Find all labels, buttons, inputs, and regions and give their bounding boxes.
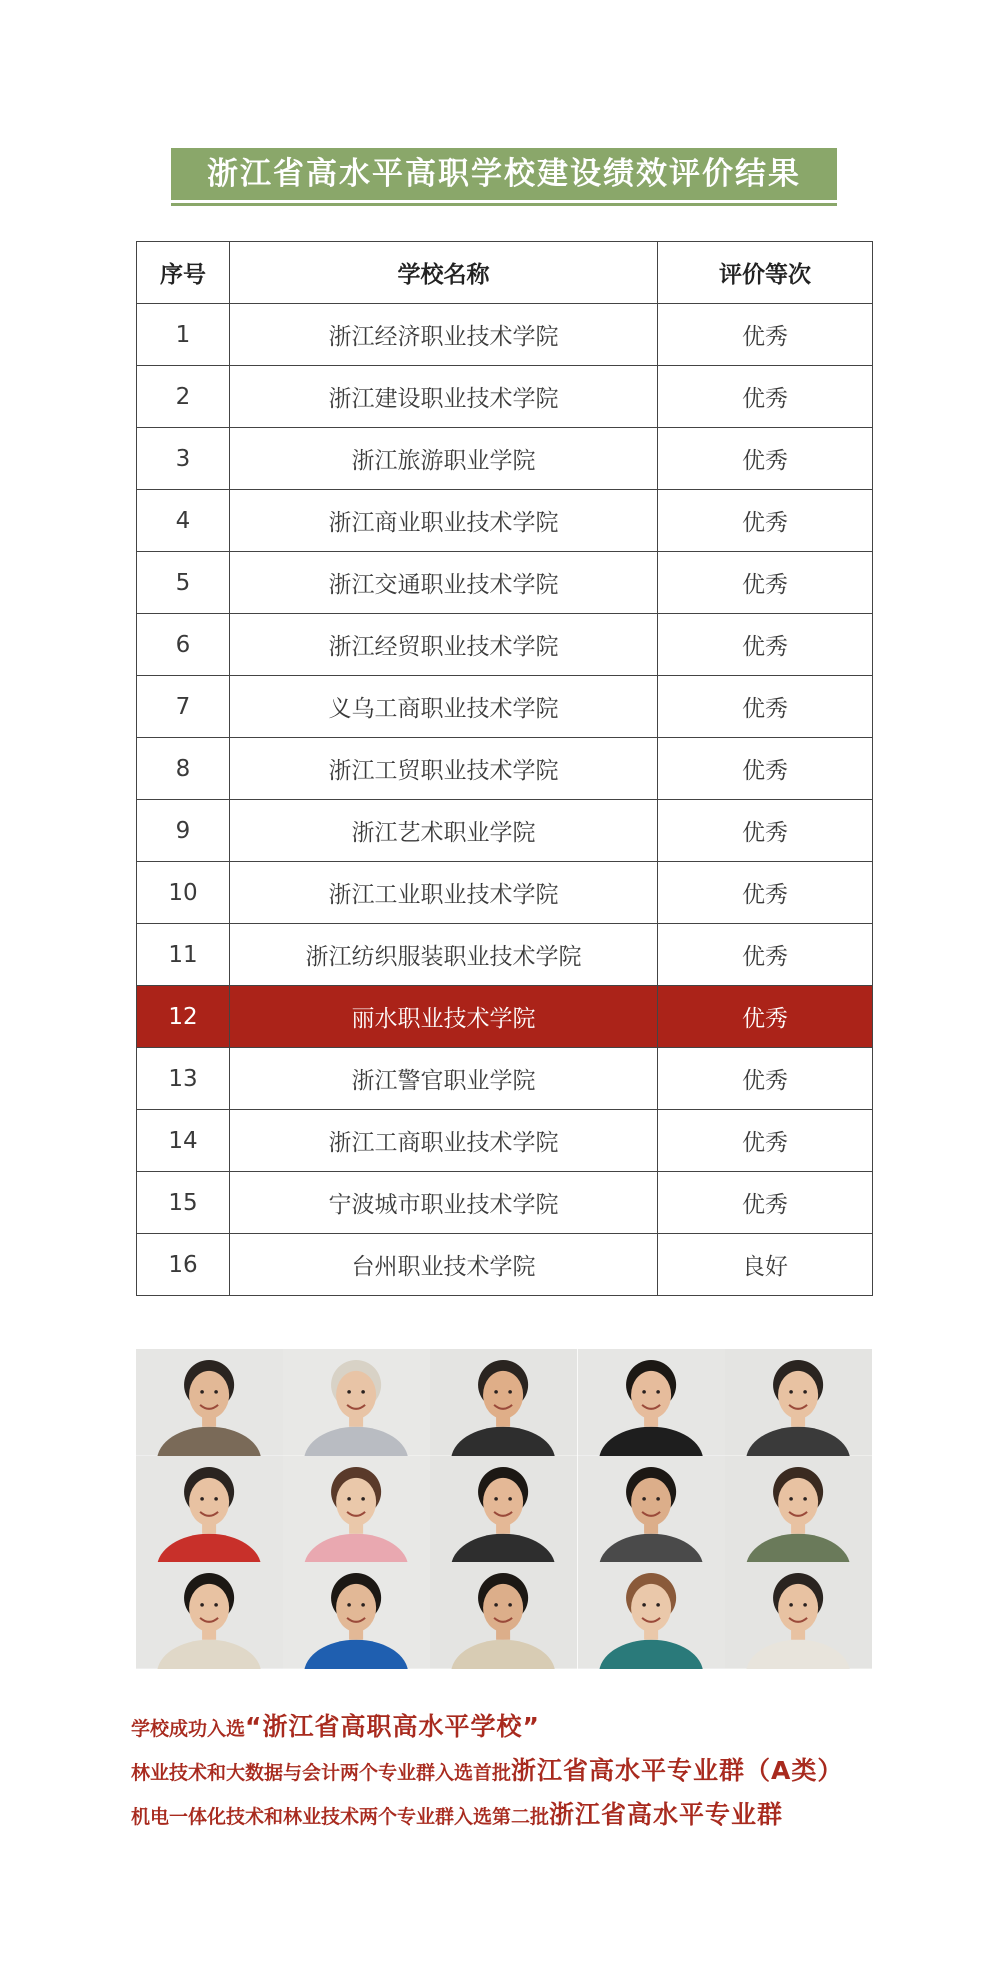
cell-number: 11 <box>137 924 230 986</box>
achievement-2-highlight: 浙江省高水平专业群（A类） <box>511 1756 844 1785</box>
student-photo <box>430 1349 577 1456</box>
achievement-2-prefix: 林业技术和大数据与会计两个专业群入选首批 <box>131 1762 512 1784</box>
cell-number: 4 <box>137 490 230 552</box>
cell-school-name: 浙江工贸职业技术学院 <box>230 738 658 800</box>
cell-number: 12 <box>137 986 230 1048</box>
student-photo-collage <box>136 1349 872 1669</box>
portrait-image <box>283 1349 430 1456</box>
cell-school-name: 义乌工商职业技术学院 <box>230 676 658 738</box>
cell-number: 15 <box>137 1172 230 1234</box>
portrait-image <box>136 1456 283 1563</box>
table-row <box>137 1048 873 1110</box>
cell-school-name: 浙江艺术职业学院 <box>230 800 658 862</box>
cell-grade: 优秀 <box>658 924 873 986</box>
student-photo <box>136 1456 283 1563</box>
evaluation-results-table <box>136 241 873 1296</box>
cell-grade: 优秀 <box>658 676 873 738</box>
achievements-text <box>131 1705 991 1837</box>
cell-school-name: 浙江工商职业技术学院 <box>230 1110 658 1172</box>
cell-number: 13 <box>137 1048 230 1110</box>
portrait-image <box>725 1349 872 1456</box>
achievement-1-highlight: “浙江省高职高水平学校” <box>245 1712 540 1741</box>
portrait-image <box>578 1456 725 1563</box>
table-row <box>137 1110 873 1172</box>
cell-number: 1 <box>137 304 230 366</box>
cell-grade: 优秀 <box>658 1172 873 1234</box>
portrait-image <box>136 1349 283 1456</box>
cell-number: 6 <box>137 614 230 676</box>
student-photo <box>725 1456 872 1563</box>
cell-number: 5 <box>137 552 230 614</box>
cell-grade: 优秀 <box>658 986 873 1048</box>
achievement-line-1 <box>131 1705 991 1749</box>
cell-grade: 优秀 <box>658 862 873 924</box>
cell-grade: 优秀 <box>658 1048 873 1110</box>
cell-grade: 优秀 <box>658 738 873 800</box>
table-row <box>137 490 873 552</box>
student-photo <box>283 1349 430 1456</box>
table-header-row <box>137 242 873 304</box>
cell-number: 3 <box>137 428 230 490</box>
cell-school-name: 浙江交通职业技术学院 <box>230 552 658 614</box>
student-photo <box>578 1349 725 1456</box>
portrait-image <box>430 1562 577 1669</box>
table-row <box>137 924 873 986</box>
cell-school-name: 浙江工业职业技术学院 <box>230 862 658 924</box>
cell-grade: 优秀 <box>658 304 873 366</box>
student-photo <box>136 1562 283 1669</box>
table-row <box>137 676 873 738</box>
header-number: 序号 <box>137 242 230 304</box>
title-banner-wrap <box>171 148 837 206</box>
cell-school-name: 浙江警官职业学院 <box>230 1048 658 1110</box>
student-photo <box>578 1562 725 1669</box>
table-row <box>137 428 873 490</box>
cell-grade: 优秀 <box>658 614 873 676</box>
cell-school-name: 浙江商业职业技术学院 <box>230 490 658 552</box>
table-row <box>137 304 873 366</box>
portrait-image <box>725 1456 872 1563</box>
achievement-line-3 <box>131 1793 991 1837</box>
header-grade: 评价等次 <box>658 242 873 304</box>
cell-number: 16 <box>137 1234 230 1296</box>
cell-grade: 优秀 <box>658 800 873 862</box>
student-photo <box>430 1456 577 1563</box>
cell-number: 7 <box>137 676 230 738</box>
cell-school-name: 丽水职业技术学院 <box>230 986 658 1048</box>
portrait-image <box>283 1562 430 1669</box>
table-row <box>137 366 873 428</box>
achievement-line-2 <box>131 1749 991 1793</box>
cell-number: 8 <box>137 738 230 800</box>
cell-school-name: 台州职业技术学院 <box>230 1234 658 1296</box>
page-title: 浙江省高水平高职学校建设绩效评价结果 <box>171 148 837 200</box>
portrait-image <box>578 1562 725 1669</box>
table-body <box>137 304 873 1296</box>
table-row <box>137 1234 873 1296</box>
portrait-image <box>136 1562 283 1669</box>
student-photo <box>283 1456 430 1563</box>
achievement-3-prefix: 机电一体化技术和林业技术两个专业群入选第二批 <box>131 1806 550 1828</box>
table-row <box>137 800 873 862</box>
cell-school-name: 浙江经济职业技术学院 <box>230 304 658 366</box>
table-row <box>137 552 873 614</box>
portrait-image <box>283 1456 430 1563</box>
cell-number: 10 <box>137 862 230 924</box>
cell-grade: 优秀 <box>658 552 873 614</box>
header-school-name: 学校名称 <box>230 242 658 304</box>
cell-grade: 良好 <box>658 1234 873 1296</box>
title-underline <box>171 203 837 206</box>
cell-number: 9 <box>137 800 230 862</box>
student-photo <box>136 1349 283 1456</box>
table-row <box>137 862 873 924</box>
achievement-3-highlight: 浙江省高水平专业群 <box>549 1800 784 1829</box>
portrait-image <box>430 1456 577 1563</box>
student-photo <box>578 1456 725 1563</box>
table-row <box>137 986 873 1048</box>
portrait-image <box>578 1349 725 1456</box>
cell-grade: 优秀 <box>658 490 873 552</box>
cell-school-name: 浙江经贸职业技术学院 <box>230 614 658 676</box>
cell-grade: 优秀 <box>658 1110 873 1172</box>
student-photo <box>725 1349 872 1456</box>
table-row <box>137 614 873 676</box>
cell-school-name: 浙江纺织服装职业技术学院 <box>230 924 658 986</box>
achievement-1-prefix: 学校成功入选 <box>131 1718 246 1740</box>
cell-number: 2 <box>137 366 230 428</box>
cell-school-name: 宁波城市职业技术学院 <box>230 1172 658 1234</box>
portrait-image <box>430 1349 577 1456</box>
cell-school-name: 浙江旅游职业学院 <box>230 428 658 490</box>
student-photo <box>725 1562 872 1669</box>
cell-grade: 优秀 <box>658 366 873 428</box>
student-photo <box>430 1562 577 1669</box>
cell-grade: 优秀 <box>658 428 873 490</box>
table-row <box>137 1172 873 1234</box>
portrait-image <box>725 1562 872 1669</box>
cell-school-name: 浙江建设职业技术学院 <box>230 366 658 428</box>
cell-number: 14 <box>137 1110 230 1172</box>
table-row <box>137 738 873 800</box>
student-photo <box>283 1562 430 1669</box>
